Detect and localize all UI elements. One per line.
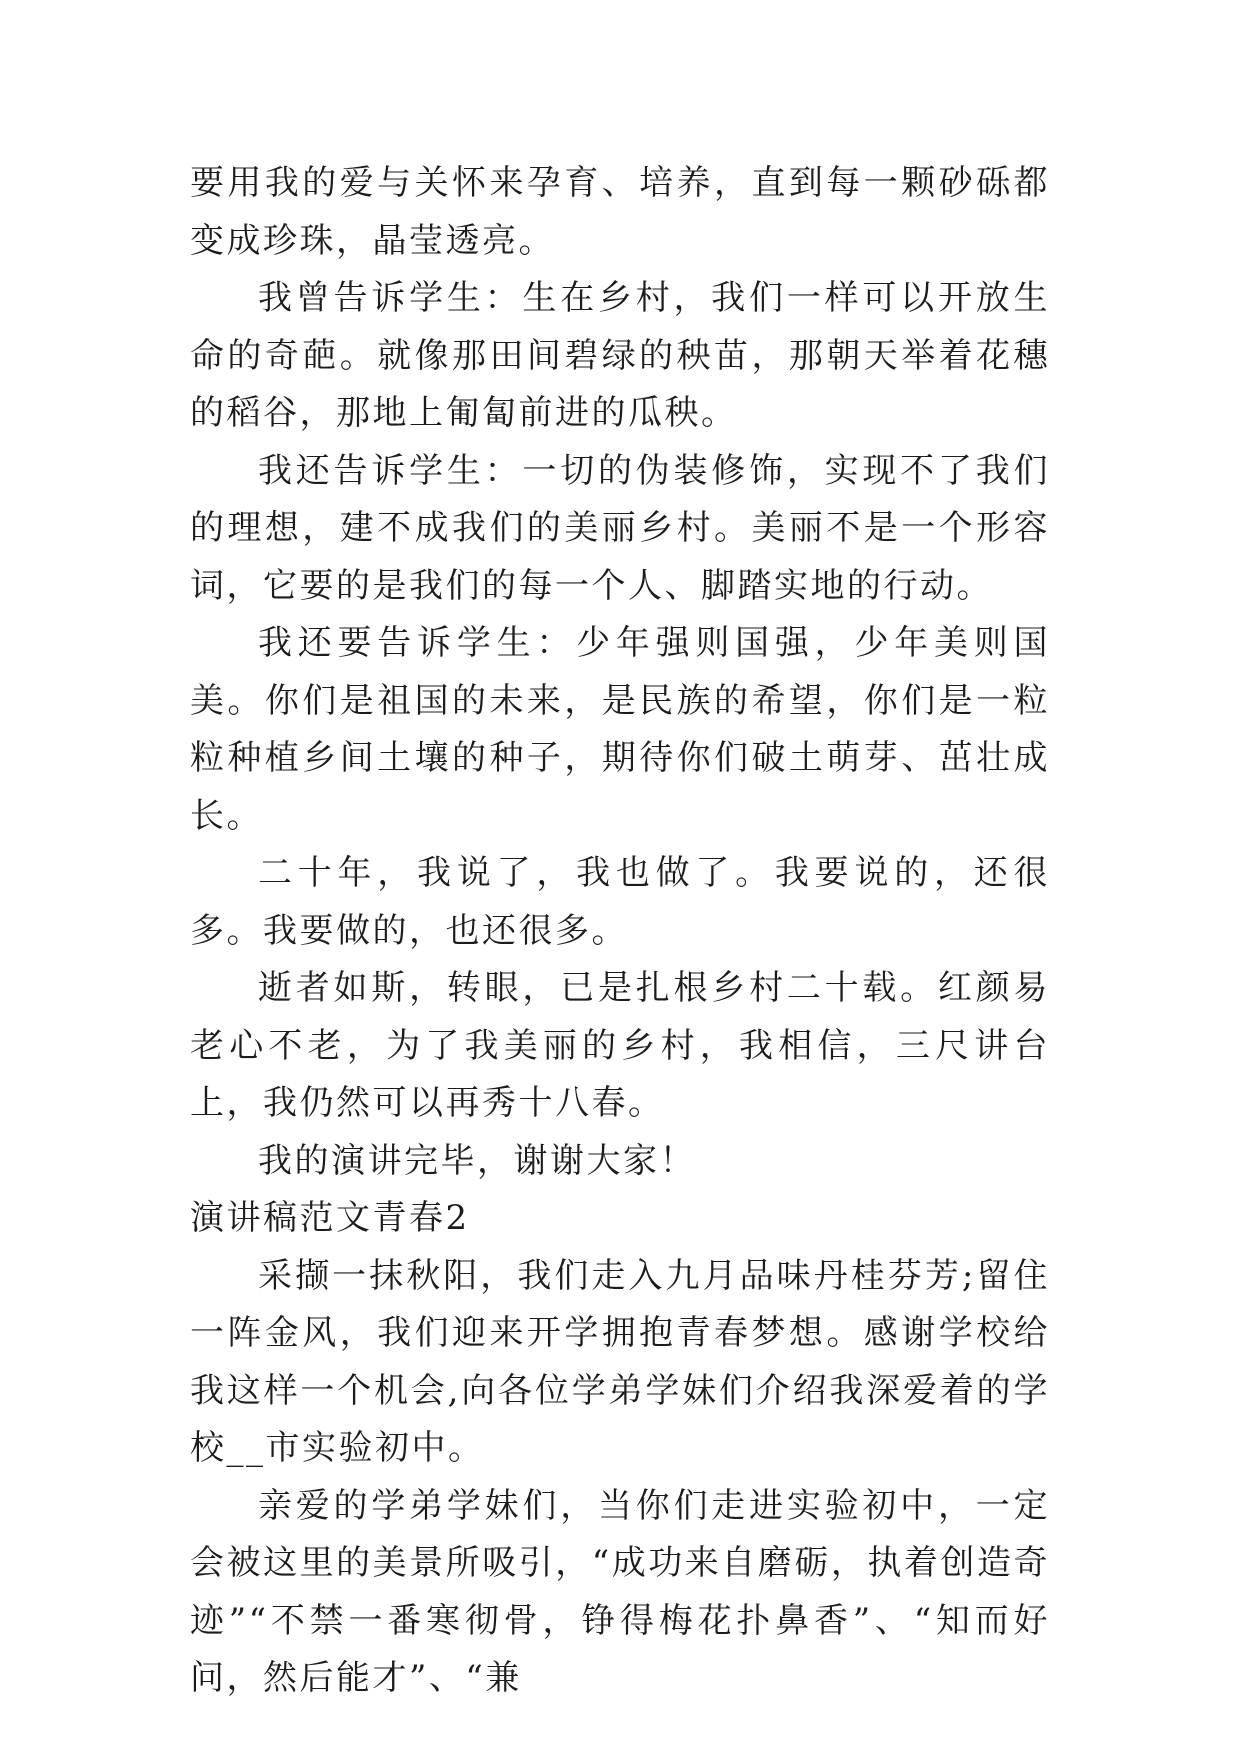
paragraph: 二十年，我说了，我也做了。我要说的，还很多。我要做的，也还很多。: [190, 853, 1050, 951]
section-heading: 演讲稿范文青春2: [190, 1198, 470, 1238]
paragraph: 我曾告诉学生：生在乡村，我们一样可以开放生命的奇葩。就像那田间碧绿的秧苗，那朝天举着花穗的稻谷，那地上匍匐前进的瓜秧。: [190, 278, 1050, 433]
paragraph: 逝者如斯，转眼，已是扎根乡村二十载。红颜易老心不老，为了我美丽的乡村，我相信，三尺讲台上，我仍然可以再秀十八春。: [190, 968, 1050, 1123]
paragraph: 要用我的爱与关怀来孕育、培养，直到每一颗砂砾都变成珍珠，晶莹透亮。: [190, 163, 1050, 261]
paragraph: 我还告诉学生：一切的伪装修饰，实现不了我们的理想，建不成我们的美丽乡村。美丽不是一个形容词，它要的是我们的每一个人、脚踏实地的行动。: [190, 450, 1050, 606]
document-body: [190, 155, 1050, 1708]
paragraph: 采撷一抹秋阳，我们走入九月品味丹桂芬芳;留住一阵金风，我们迎来开学拥抱青春梦想。感谢学校给我这样一个机会,向各位学弟学妹们介绍我深爱着的学校__市实验初中。: [190, 1255, 1050, 1468]
paragraph: 我的演讲完毕，谢谢大家！: [258, 1140, 696, 1181]
paragraph: 我还要告诉学生：少年强则国强，少年美则国美。你们是祖国的未来，是民族的希望，你们是一粒粒种植乡间土壤的种子，期待你们破土萌芽、茁壮成长。: [190, 623, 1050, 836]
paragraph: 亲爱的学弟学妹们，当你们走进实验初中，一定会被这里的美景所吸引，“成功来自磨砺，执着创造奇迹”“不禁一番寒彻骨，铮得梅花扑鼻香”、“知而好问，然后能才”、“兼: [190, 1485, 1050, 1698]
